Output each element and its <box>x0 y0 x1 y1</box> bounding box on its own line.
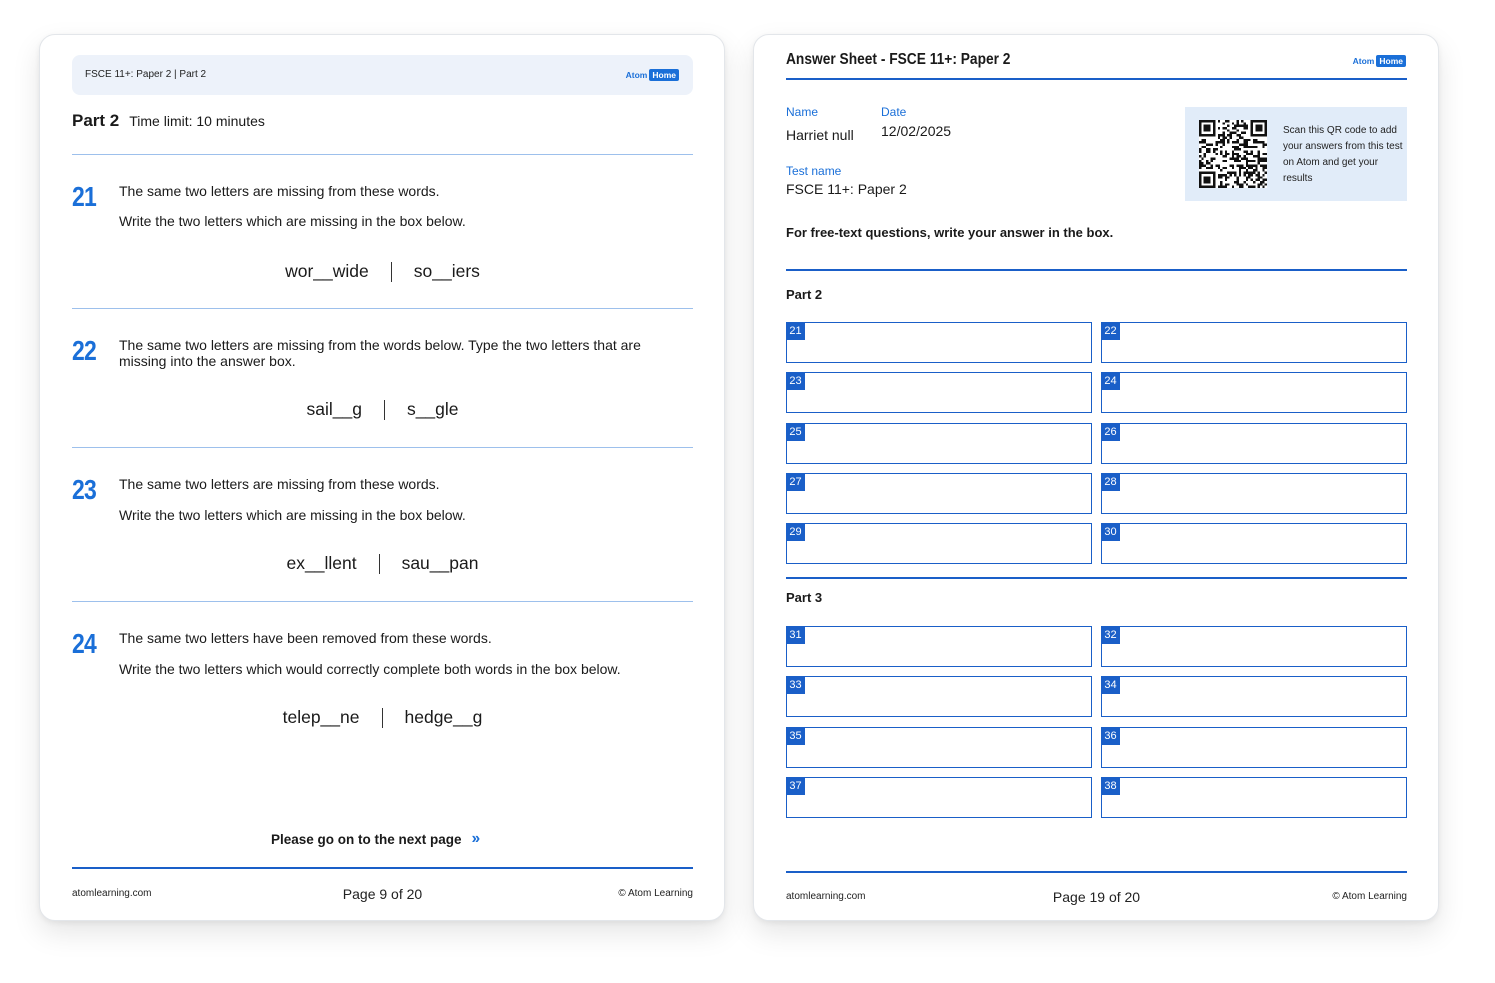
divider <box>72 601 693 602</box>
answer-number: 38 <box>1101 777 1120 795</box>
answer-number: 30 <box>1101 523 1120 541</box>
footer-rule <box>72 867 693 869</box>
part-title <box>72 111 265 131</box>
part-heading: Part 2 <box>72 111 120 130</box>
question-text: The same two letters are missing from the words below. Type the two letters that are missing into the answer box. <box>119 337 641 369</box>
footer-site: atomlearning.com <box>72 888 152 899</box>
answer-box-33[interactable] <box>786 676 1092 717</box>
word-b: hedge__g <box>404 707 483 727</box>
section-rule <box>786 577 1407 579</box>
part-3-label: Part 3 <box>786 590 823 605</box>
answer-box-25[interactable] <box>786 423 1092 464</box>
word-pair <box>72 399 693 420</box>
footer-copyright: © Atom Learning <box>618 888 693 899</box>
header-title: FSCE 11+: Paper 2 | Part 2 <box>85 69 207 80</box>
question-number: 22 <box>72 335 96 366</box>
word-pair <box>72 553 693 574</box>
word-separator <box>384 400 385 420</box>
title-rule <box>786 78 1407 80</box>
question-text: The same two letters are missing from these words. <box>119 183 440 199</box>
question-number: 23 <box>72 474 96 505</box>
date-value: 12/02/2025 <box>881 123 952 139</box>
footer-site: atomlearning.com <box>786 891 866 902</box>
word-a: telep__ne <box>282 707 360 727</box>
question-instruction: Write the two letters which are missing in the box below. <box>119 507 466 523</box>
atom-home-logo: Atom Home <box>626 69 679 81</box>
time-limit: Time limit: 10 minutes <box>129 113 265 129</box>
word-a: ex__llent <box>286 553 357 573</box>
word-pair <box>72 707 693 728</box>
name-value: Harriet null <box>786 127 854 143</box>
answer-number: 32 <box>1101 626 1120 644</box>
footer-rule <box>786 871 1407 873</box>
answer-box-31[interactable] <box>786 626 1092 667</box>
answer-number: 29 <box>786 523 805 541</box>
answer-box-37[interactable] <box>786 777 1092 818</box>
answer-number: 22 <box>1101 322 1120 340</box>
answer-box-27[interactable] <box>786 473 1092 514</box>
instruction-text: For free-text questions, write your answer in the box. <box>786 225 1114 240</box>
answer-number: 37 <box>786 777 805 795</box>
answer-number: 24 <box>1101 372 1120 390</box>
answer-box-28[interactable] <box>1101 473 1407 514</box>
divider <box>72 154 693 155</box>
double-chevron-right-icon: ›› <box>471 830 479 847</box>
answer-box-22[interactable] <box>1101 322 1407 363</box>
name-label: Name <box>786 105 819 119</box>
word-b: so__iers <box>413 261 480 281</box>
word-a: wor__wide <box>285 261 369 281</box>
answer-box-23[interactable] <box>786 372 1092 413</box>
answer-number: 21 <box>786 322 805 340</box>
answer-number: 35 <box>786 727 805 745</box>
answer-box-30[interactable] <box>1101 523 1407 564</box>
answer-number: 27 <box>786 473 805 491</box>
divider <box>72 447 693 448</box>
answer-number: 28 <box>1101 473 1120 491</box>
answer-box-36[interactable] <box>1101 727 1407 768</box>
footer-copyright: © Atom Learning <box>1332 891 1407 902</box>
answer-number: 23 <box>786 372 805 390</box>
right-page <box>753 34 1439 921</box>
word-separator <box>382 708 383 728</box>
qr-panel <box>1185 107 1407 201</box>
word-pair <box>72 261 693 282</box>
question-instruction: Write the two letters which would correctly complete both words in the box below. <box>119 661 621 677</box>
answer-box-29[interactable] <box>786 523 1092 564</box>
answer-number: 34 <box>1101 676 1120 694</box>
next-page-label: Please go on to the next page <box>271 831 462 847</box>
part-2-label: Part 2 <box>786 287 823 302</box>
answer-number: 36 <box>1101 727 1120 745</box>
answer-box-26[interactable] <box>1101 423 1407 464</box>
question-text: The same two letters are missing from these words. <box>119 476 440 492</box>
page-number: Page 9 of 20 <box>342 886 423 902</box>
answer-number: 25 <box>786 423 805 441</box>
test-name-value: FSCE 11+: Paper 2 <box>786 181 907 197</box>
question-text: The same two letters have been removed from these words. <box>119 630 492 646</box>
answer-sheet-title: Answer Sheet - FSCE 11+: Paper 2 <box>786 51 1011 68</box>
section-rule <box>786 269 1407 271</box>
answer-box-35[interactable] <box>786 727 1092 768</box>
word-b: s__gle <box>406 399 459 419</box>
answer-box-21[interactable] <box>786 322 1092 363</box>
word-separator <box>379 554 380 574</box>
test-name-label: Test name <box>786 164 842 178</box>
divider <box>72 308 693 309</box>
answer-box-38[interactable] <box>1101 777 1407 818</box>
qr-instructions: Scan this QR code to add your answers from this test on Atom and get your results <box>1283 125 1403 184</box>
word-a: sail__g <box>306 399 362 419</box>
page-header <box>72 55 693 95</box>
word-separator <box>391 262 392 282</box>
answer-number: 31 <box>786 626 805 644</box>
question-number: 24 <box>72 628 96 659</box>
qr-code-icon[interactable] <box>1199 120 1267 188</box>
question-instruction: Write the two letters which are missing in the box below. <box>119 213 466 229</box>
left-page <box>39 34 725 921</box>
answer-box-32[interactable] <box>1101 626 1407 667</box>
answer-number: 33 <box>786 676 805 694</box>
answer-box-34[interactable] <box>1101 676 1407 717</box>
question-number: 21 <box>72 181 96 212</box>
atom-home-logo: Atom Home <box>1353 55 1406 67</box>
date-label: Date <box>881 105 907 119</box>
answer-number: 26 <box>1101 423 1120 441</box>
page-number: Page 19 of 20 <box>1052 889 1141 905</box>
next-page-link[interactable] <box>271 830 478 848</box>
word-b: sau__pan <box>401 553 479 573</box>
answer-box-24[interactable] <box>1101 372 1407 413</box>
